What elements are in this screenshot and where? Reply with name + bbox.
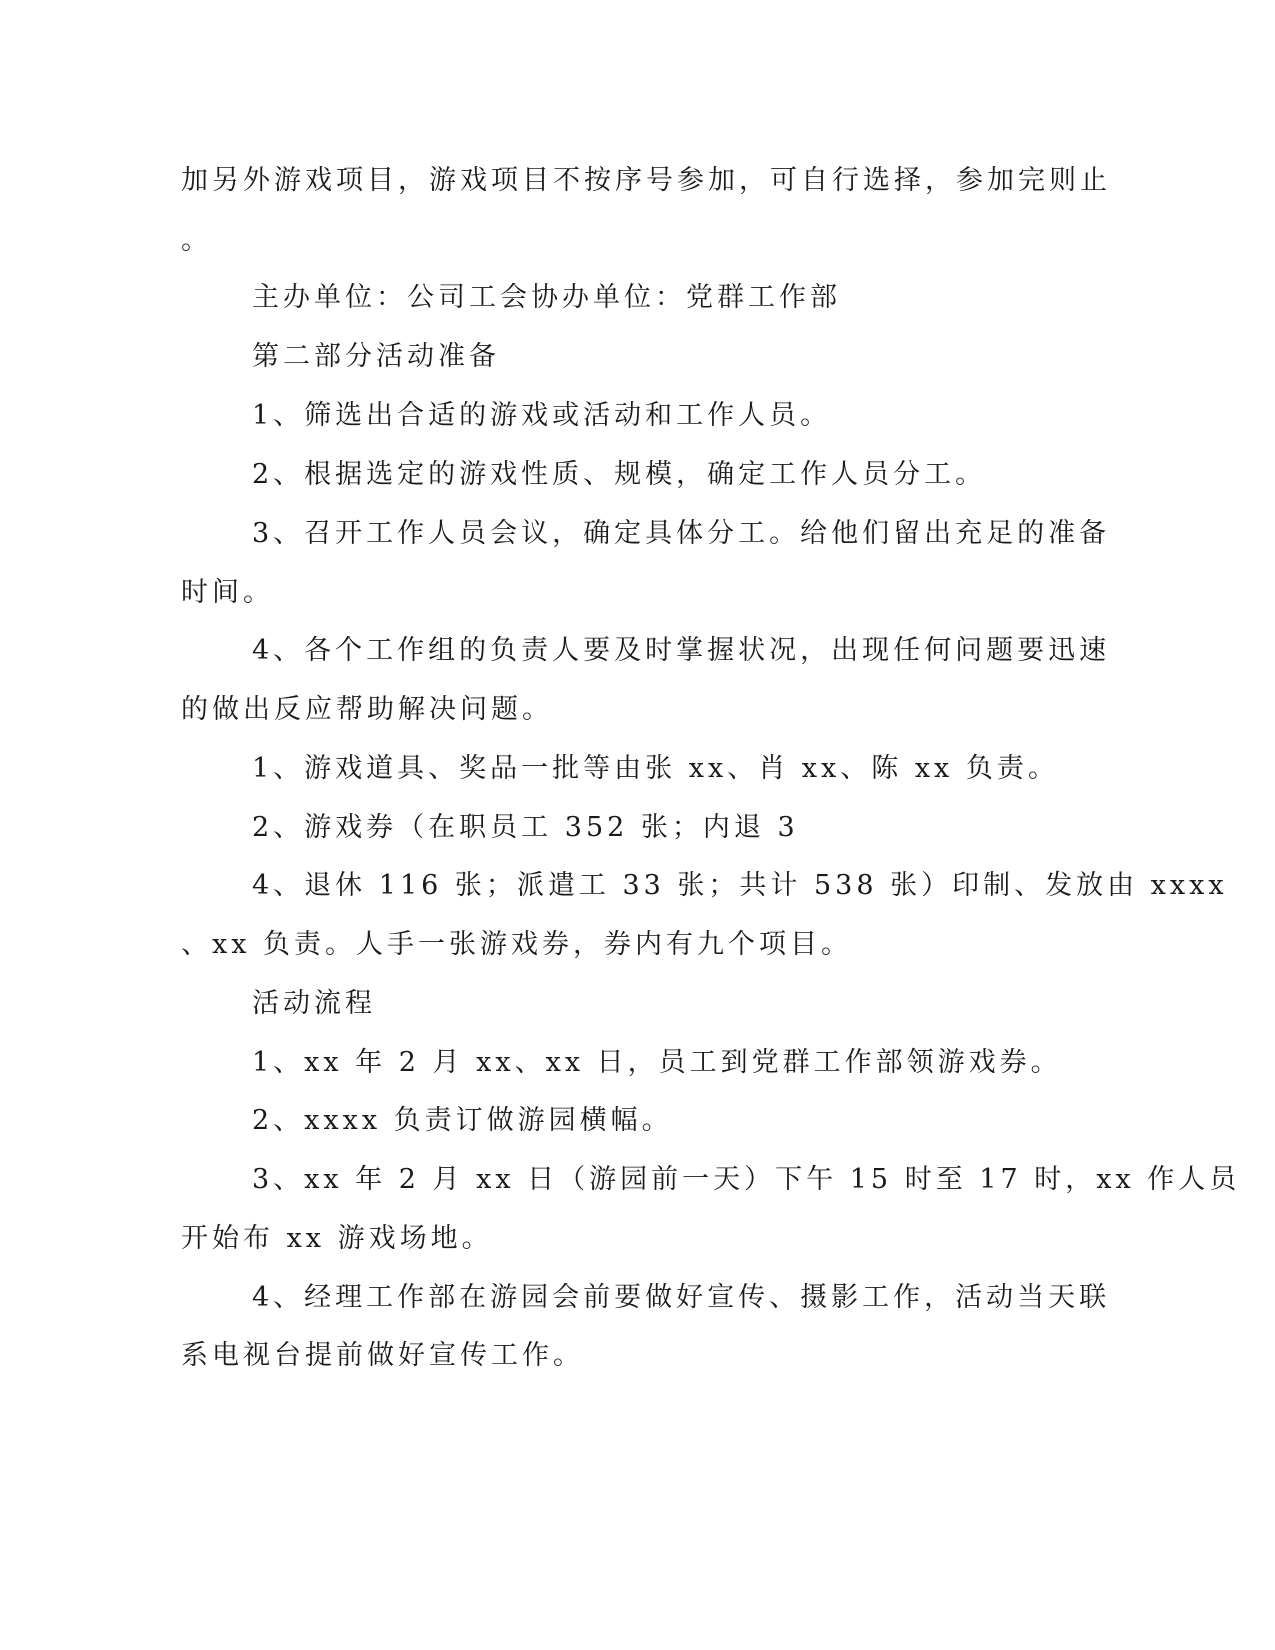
text-line: 系电视台提前做好宣传工作。 xyxy=(181,1340,584,1371)
text-line: 2、xxxx 负责订做游园横幅。 xyxy=(252,1105,673,1136)
section-heading: 活动流程 xyxy=(252,988,376,1019)
text-line: 1、游戏道具、奖品一批等由张 xx、肖 xx、陈 xx 负责。 xyxy=(252,753,1059,784)
text-line: 1、筛选出合适的游戏或活动和工作人员。 xyxy=(252,400,832,431)
text-line: 2、根据选定的游戏性质、规模，确定工作人员分工。 xyxy=(252,459,987,490)
text-line: 时间。 xyxy=(181,577,274,608)
text-line: 2、游戏券（在职员工 352 张；内退 3 xyxy=(252,812,799,843)
section-heading: 第二部分活动准备 xyxy=(252,341,500,372)
text-line: 开始布 xx 游戏场地。 xyxy=(181,1223,493,1254)
text-line: 。 xyxy=(181,225,212,256)
text-line: 、xx 负责。人手一张游戏券，券内有九个项目。 xyxy=(181,929,853,960)
text-line: 4、各个工作组的负责人要及时掌握状况，出现任何问题要迅速 xyxy=(252,635,1111,666)
text-line: 主办单位：公司工会协办单位：党群工作部 xyxy=(252,282,841,313)
text-line: 加另外游戏项目，游戏项目不按序号参加，可自行选择，参加完则止 xyxy=(181,165,1111,196)
text-line: 的做出反应帮助解决问题。 xyxy=(181,694,553,725)
text-line: 4、经理工作部在游园会前要做好宣传、摄影工作，活动当天联 xyxy=(252,1282,1111,1313)
text-line: 4、退休 116 张；派遣工 33 张；共计 538 张）印制、发放由 xxxx xyxy=(252,870,1228,901)
text-line: 3、xx 年 2 月 xx 日（游园前一天）下午 15 时至 17 时，xx 作人员 xyxy=(252,1164,1241,1195)
text-line: 1、xx 年 2 月 xx、xx 日，员工到党群工作部领游戏券。 xyxy=(252,1047,1062,1078)
text-line: 3、召开工作人员会议，确定具体分工。给他们留出充足的准备 xyxy=(252,518,1111,549)
